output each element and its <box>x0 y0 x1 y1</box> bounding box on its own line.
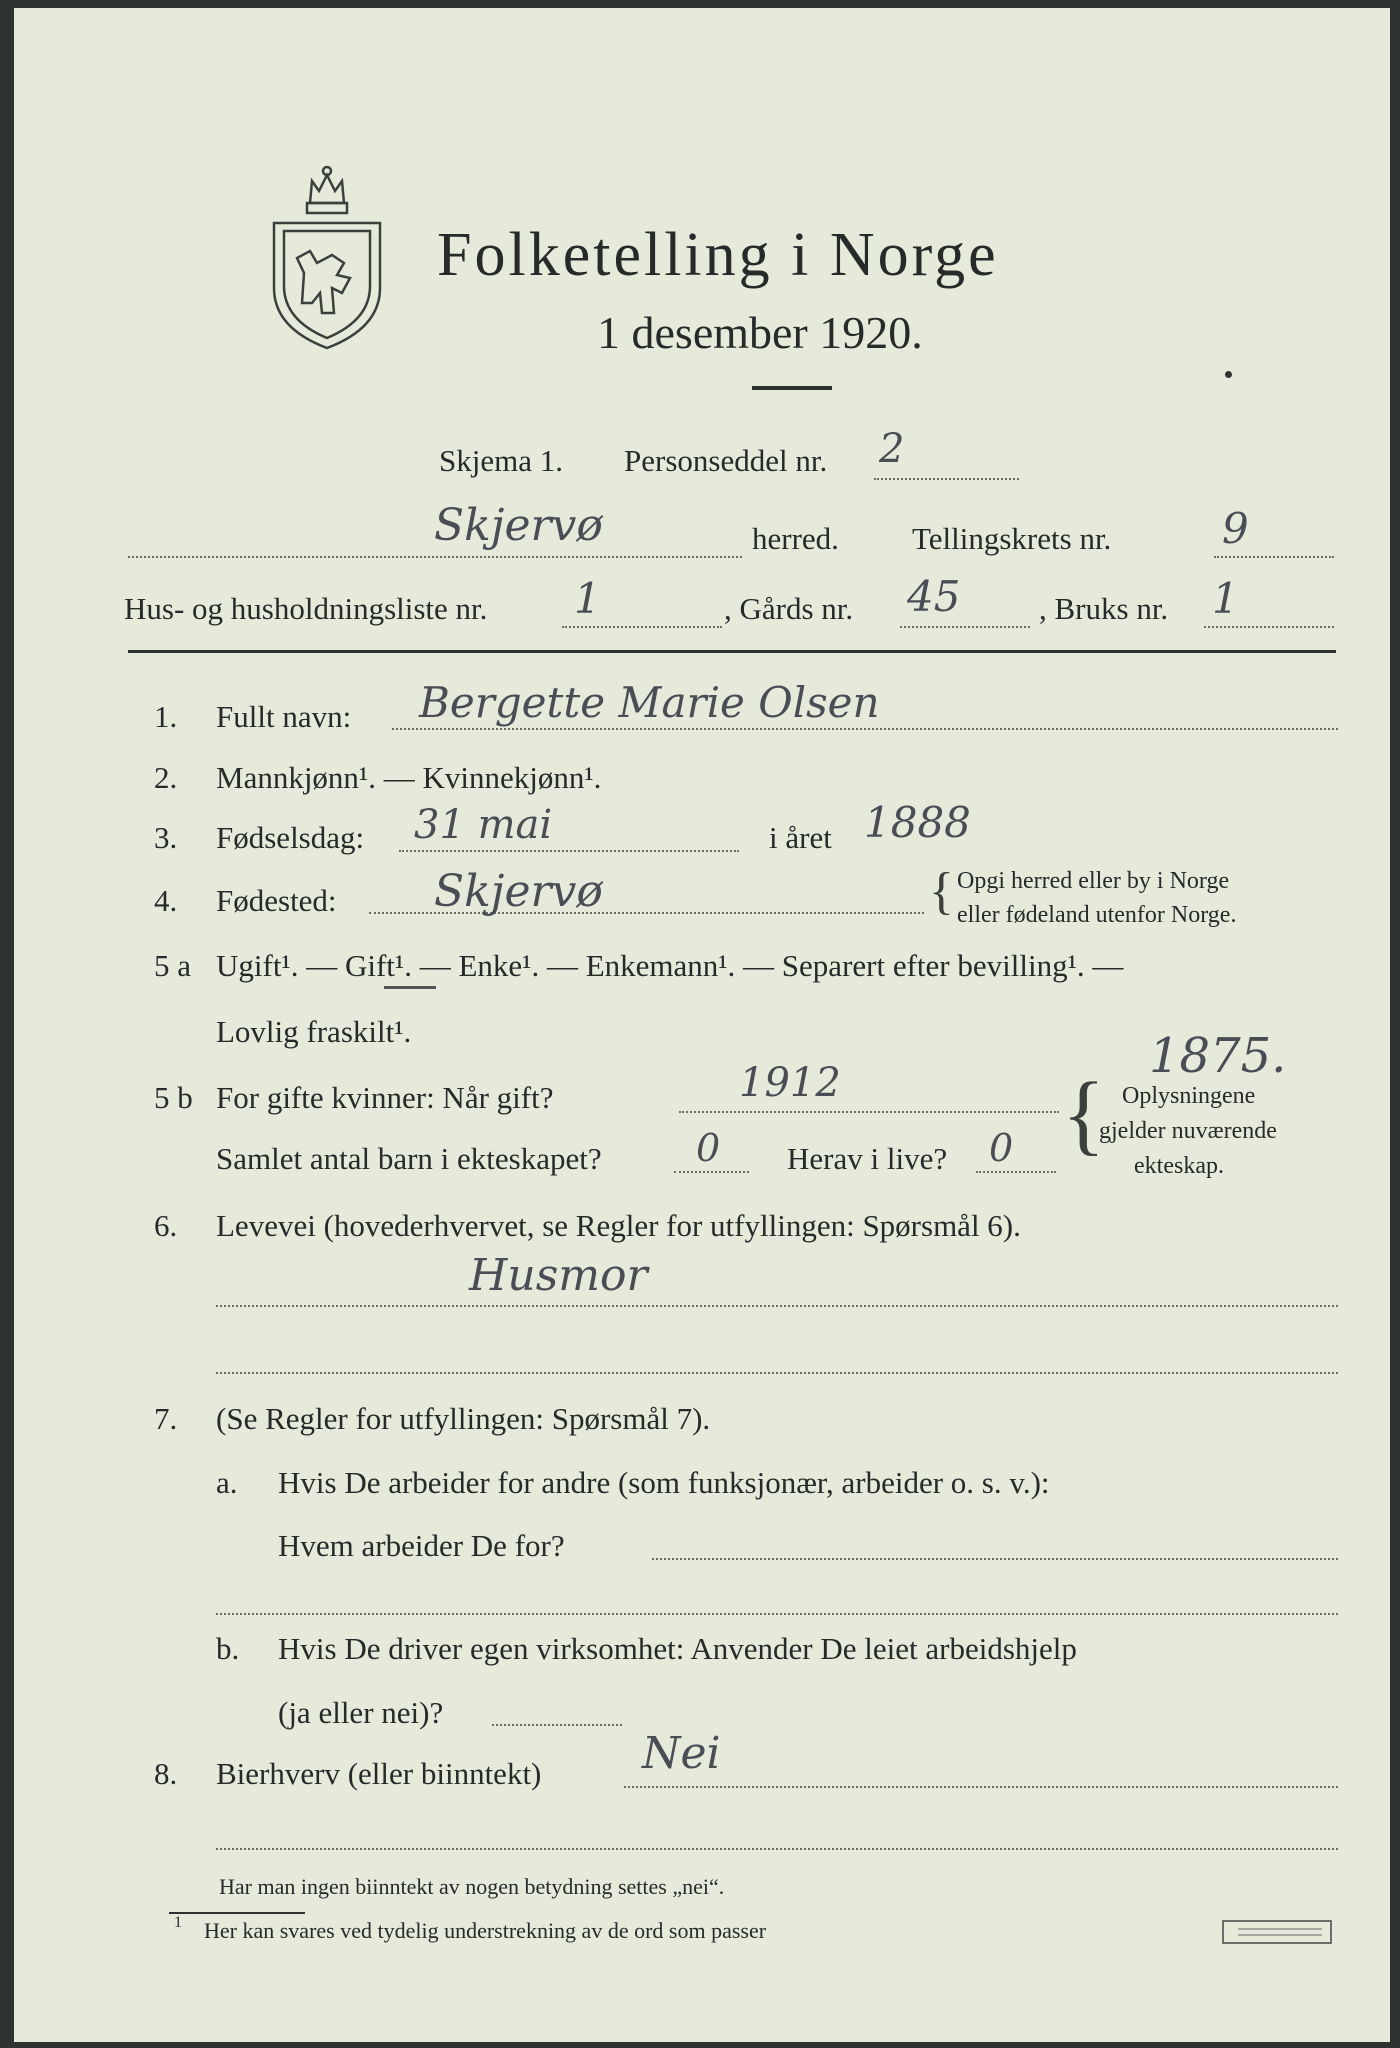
coat-of-arms-logo <box>262 163 392 353</box>
form-title: Folketelling i Norge <box>437 221 999 289</box>
q6-line2 <box>216 1372 1338 1374</box>
tellingskrets-line <box>1214 556 1334 558</box>
husholdningsliste-label: Hus- og husholdningsliste nr. <box>124 591 488 626</box>
q8-number: 8. <box>154 1756 178 1791</box>
q4-value: Skjervø <box>434 866 603 917</box>
q8-line1 <box>624 1786 1338 1788</box>
q5a-options-line1: Ugift¹. — Gift¹. — Enke¹. — Enkemann¹. — Separert efter bevilling¹. — <box>216 948 1124 983</box>
printer-stamp-logo <box>1222 1920 1332 1944</box>
q7b-text: Hvis De driver egen virksomhet: Anvender De leiet arbeidshjelp <box>278 1631 1077 1666</box>
q8-value: Nei <box>642 1728 721 1779</box>
q1-value: Bergette Marie Olsen <box>419 678 880 727</box>
footnote-text: Her kan svares ved tydelig understrekning av de ord som passer <box>204 1918 767 1943</box>
q5b-married-value: 1912 <box>739 1060 841 1106</box>
footnote-marker: 1 <box>174 1914 182 1931</box>
q1-line <box>392 728 1338 730</box>
ink-dot <box>1225 371 1232 378</box>
q4-note-line1: Opgi herred eller by i Norge <box>957 868 1230 894</box>
q5b-note-brace: { <box>1062 1065 1106 1164</box>
gards-line <box>900 626 1030 628</box>
q6-label: Levevei (hovederhvervet, se Regler for utfyllingen: Spørsmål 6). <box>216 1208 1021 1243</box>
husholdningsliste-value: 1 <box>574 574 601 623</box>
gards-value: 45 <box>907 572 961 621</box>
header-divider <box>128 650 1336 653</box>
q4-number: 4. <box>154 883 178 918</box>
herred-label: herred. <box>752 521 839 556</box>
q5b-alive-label: Herav i live? <box>787 1141 948 1176</box>
q3-date-value: 31 mai <box>414 802 553 848</box>
q7b-letter: b. <box>216 1631 240 1666</box>
q7-number: 7. <box>154 1401 178 1436</box>
footer-note: Har man ingen biinntekt av nogen betydning settes „nei“. <box>219 1874 725 1899</box>
q5a-gift-underline <box>384 986 436 989</box>
q5b-children-line <box>674 1171 749 1173</box>
personseddel-value: 2 <box>879 426 905 472</box>
q5b-children-label: Samlet antal barn i ekteskapet? <box>216 1141 602 1176</box>
q8-line2 <box>216 1848 1338 1850</box>
q4-note-line2: eller fødeland utenfor Norge. <box>957 902 1237 928</box>
q3-number: 3. <box>154 820 178 855</box>
footnote-rule <box>169 1912 305 1914</box>
q5a-number: 5 a <box>154 948 192 983</box>
q4-label: Fødested: <box>216 883 337 918</box>
q7a-line1 <box>652 1558 1338 1560</box>
bruks-label: , Bruks nr. <box>1039 591 1169 626</box>
q5b-note-line2: gjelder nuværende <box>1099 1118 1277 1144</box>
q6-line1 <box>216 1305 1338 1307</box>
q3-date-line <box>399 850 739 852</box>
personseddel-line <box>874 478 1019 480</box>
q5b-alive-value: 0 <box>989 1126 1014 1170</box>
q5b-number: 5 b <box>154 1080 193 1115</box>
q7b-line <box>492 1724 622 1726</box>
q5b-note-line1: Oplysningene <box>1122 1083 1256 1109</box>
q5b-margin-note: 1875. <box>1149 1028 1287 1084</box>
q5b-label: For gifte kvinner: Når gift? <box>216 1080 554 1115</box>
q7a-question: Hvem arbeider De for? <box>278 1528 565 1563</box>
q7a-line2 <box>216 1613 1338 1615</box>
q1-number: 1. <box>154 699 178 734</box>
q3-year-value: 1888 <box>864 798 971 847</box>
q5a-options-line2: Lovlig fraskilt¹. <box>216 1014 412 1049</box>
q6-number: 6. <box>154 1208 178 1243</box>
bruks-value: 1 <box>1212 574 1239 623</box>
q5b-note-line3: ekteskap. <box>1134 1153 1224 1179</box>
q2-number: 2. <box>154 760 178 795</box>
q7-label: (Se Regler for utfyllingen: Spørsmål 7). <box>216 1401 711 1436</box>
herred-value: Skjervø <box>434 500 603 551</box>
tellingskrets-value: 9 <box>1222 504 1249 553</box>
q3-label: Fødselsdag: <box>216 820 365 855</box>
q2-label: Mannkjønn¹. — Kvinnekjønn¹. <box>216 760 602 795</box>
q1-label: Fullt navn: <box>216 699 352 734</box>
personseddel-label: Personseddel nr. <box>624 443 828 478</box>
q5b-married-line <box>679 1111 1059 1113</box>
bruks-line <box>1204 626 1334 628</box>
q4-note-brace: { <box>929 863 954 920</box>
q6-value: Husmor <box>469 1250 648 1301</box>
schema-label: Skjema 1. <box>439 443 563 478</box>
gards-label: , Gårds nr. <box>724 591 854 626</box>
herred-line <box>128 556 742 558</box>
q7a-text: Hvis De arbeider for andre (som funksjonær, arbeider o. s. v.): <box>278 1465 1050 1500</box>
tellingskrets-label: Tellingskrets nr. <box>912 521 1112 556</box>
q5b-alive-line <box>976 1171 1056 1173</box>
census-form-page <box>14 8 1390 2042</box>
q3-year-label: i året <box>769 820 832 855</box>
q8-label: Bierhverv (eller biinntekt) <box>216 1756 542 1791</box>
form-date: 1 desember 1920. <box>597 307 923 358</box>
q7a-letter: a. <box>216 1465 238 1500</box>
q5b-children-value: 0 <box>696 1126 721 1170</box>
husholdningsliste-line <box>562 626 722 628</box>
q7b-question: (ja eller nei)? <box>278 1695 444 1730</box>
title-rule <box>752 386 832 390</box>
